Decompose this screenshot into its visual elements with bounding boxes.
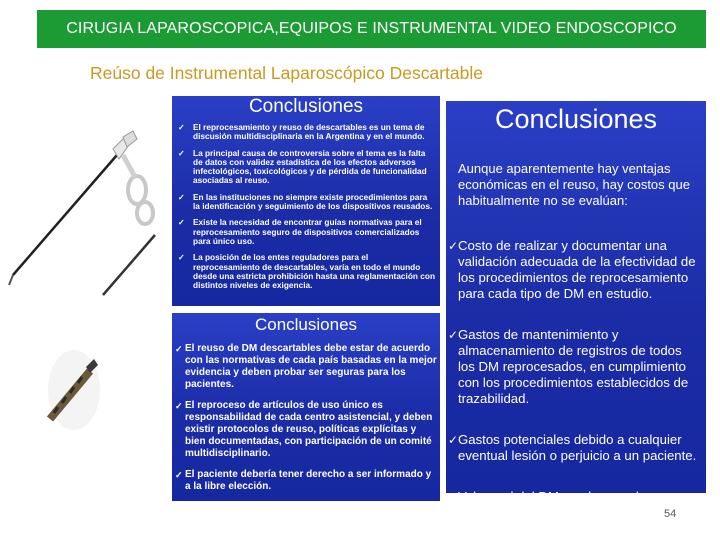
conclusions-list <box>193 123 436 290</box>
list-item: ✓ El reproceso de artículos de uso único es responsabilidad de cada centro asistencial, y deben existir protocolos de reuso, políticas explícitas y bien documentadas, con participación de un comité multidisciplinario. <box>185 400 437 460</box>
list-item: ✓ La posición de los entes reguladores para el reprocesamiento de descartables, varía en todo el mundo desde una estricta prohibición hasta una reglamentación con distintos niveles de exigencia. <box>193 253 436 290</box>
list-item: ✓ La principal causa de controversia sobre el tema es la falta de datos con validez estadística de los efectos adversos infectológicos, toxicológicos y de pérdida de funcionalidad asociadas al reuso. <box>193 149 436 186</box>
costs-list <box>458 238 702 505</box>
list-item: ✓ Gastos de mantenimiento y almacenamiento de registros de todos los DM reprocesados, en cumplimiento con los procedimientos establecidos de trazabilidad. <box>458 327 702 407</box>
list-item: ✓ Costo de realizar y documentar una validación adecuada de la efectividad de los procedimientos de reprocesamiento para cada tipo de DM en estudio. <box>458 238 702 302</box>
list-item: ✓ Valor real del DM en el mercado. <box>458 489 702 505</box>
panel-heading: Conclusiones <box>248 96 364 117</box>
list-item: ✓ Existe la necesidad de encontrar guías normativas para el reprocesamiento seguro de dispositivos comercializados para único uso. <box>193 218 436 246</box>
conclusions-panel-3 <box>446 101 706 504</box>
list-item: ✓ El paciente debería tener derecho a ser informado y a la libre elección. <box>185 469 437 493</box>
conclusions-list <box>185 343 437 493</box>
panel-heading: Conclusiones <box>254 315 358 334</box>
conclusions-panel-2 <box>172 313 440 501</box>
slide-subtitle: Reúso de Instrumental Laparoscópico Descartable <box>90 63 483 83</box>
conclusions-panel-1 <box>172 96 440 306</box>
list-item: ✓ El reprocesamiento y reuso de descartables es un tema de discusión multidisciplinaria en la Argentina y en el mundo. <box>193 123 436 142</box>
list-item: ✓ En las instituciones no siempre existe procedimientos para la identificación y seguimiento de los dispositivos reusados. <box>193 193 436 212</box>
slide-title: CIRUGIA LAPAROSCOPICA,EQUIPOS E INSTRUMENTAL VIDEO ENDOSCOPICO <box>66 20 677 37</box>
list-item: ✓ Gastos potenciales debido a cualquier eventual lesión o perjuicio a un paciente. <box>458 432 702 464</box>
panel-heading: Conclusiones <box>494 104 658 134</box>
laparoscopic-grasper-icon <box>44 345 104 435</box>
laparoscopic-scissors-icon <box>5 125 165 305</box>
list-item: ✓ El reuso de DM descartables debe estar de acuerdo con las normativas de cada país basadas en la mejor evidencia y deben probar ser seguras para los pacientes. <box>185 343 437 391</box>
slide-title-bar <box>37 10 706 48</box>
panel-intro: Aunque aparentemente hay ventajas económicas en el reuso, hay costos que habitualmente no se evalúan: <box>458 161 690 208</box>
page-number: 54 <box>664 508 677 520</box>
